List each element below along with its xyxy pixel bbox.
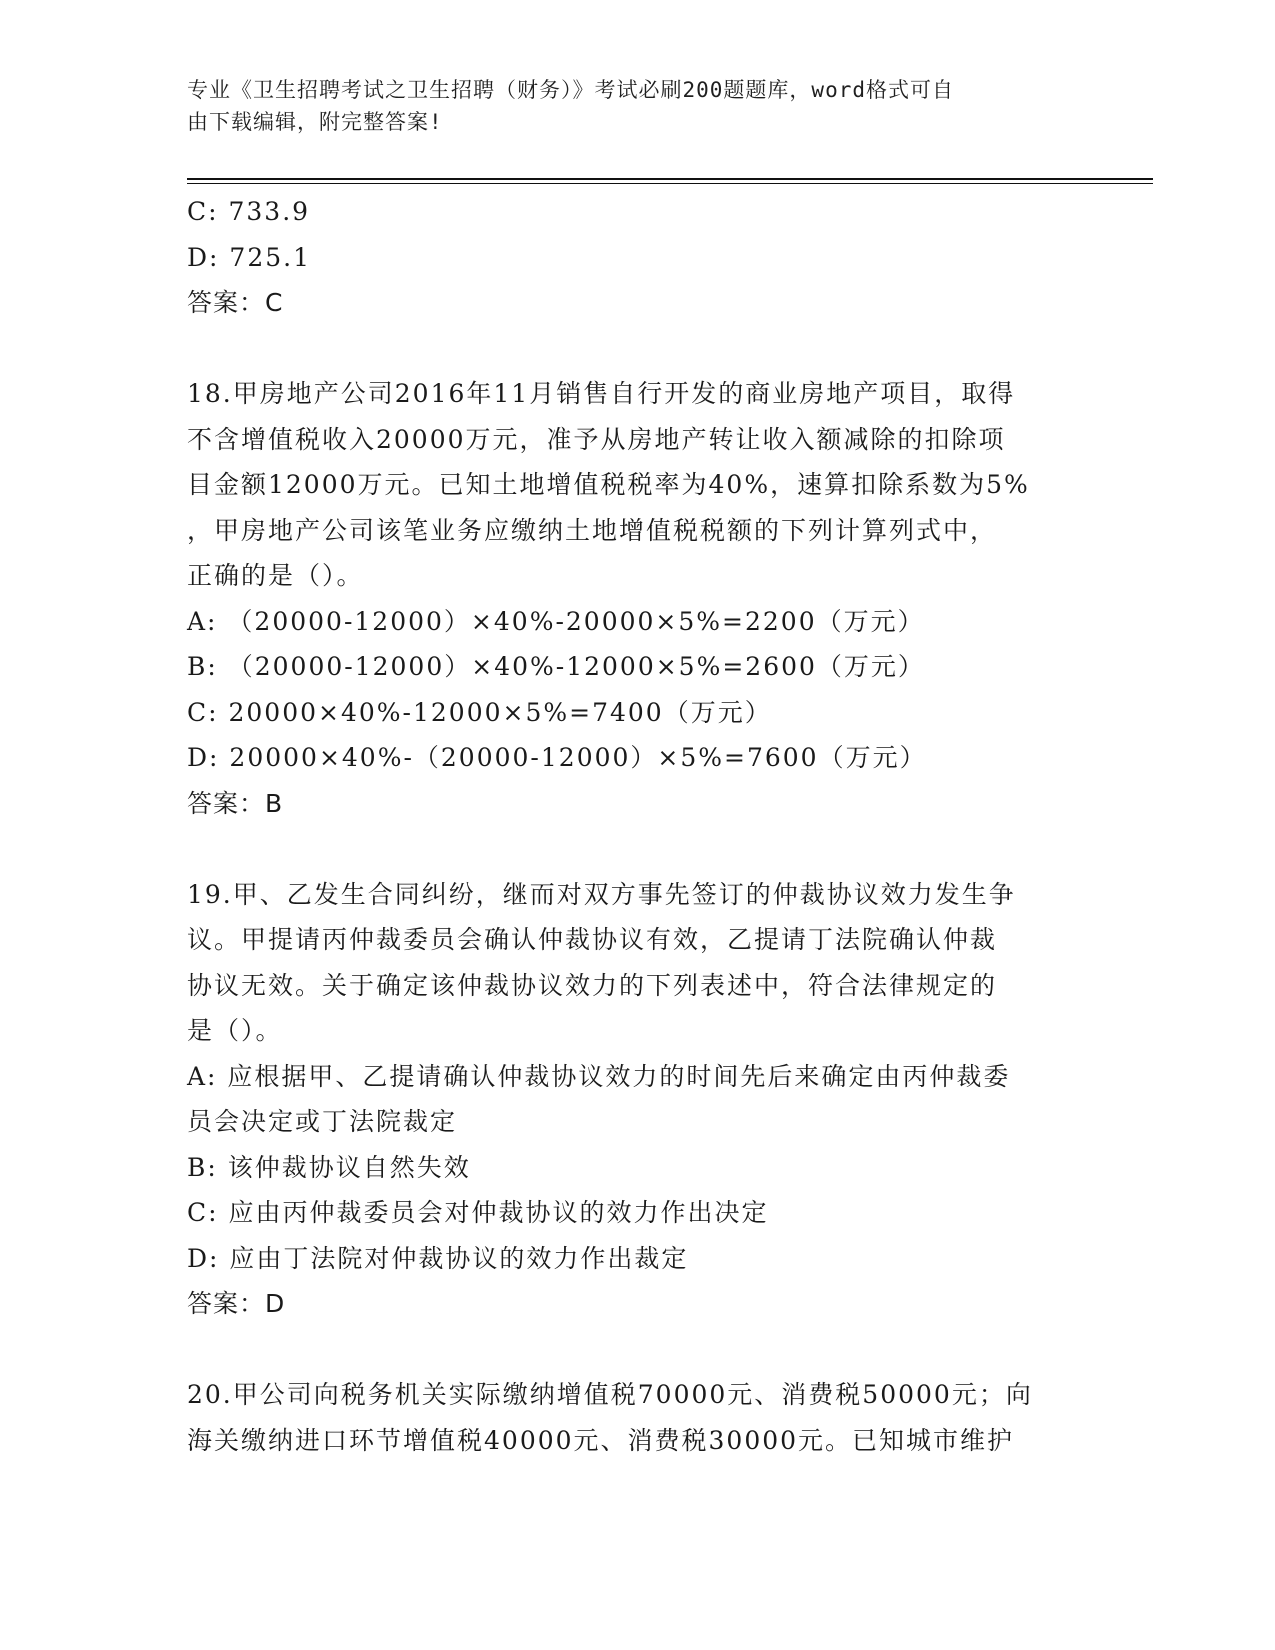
- question-19: [187, 872, 1067, 1327]
- option-c: C: 733.9: [187, 197, 311, 226]
- question-stem-line: 18.甲房地产公司2016年11月销售自行开发的商业房地产项目，取得: [187, 379, 1016, 408]
- question-stem-line: 是（）。: [187, 1016, 283, 1045]
- option-d: D: 20000×40%-（20000-12000）×5%=7600（万元）: [187, 743, 927, 772]
- option-c: C: 应由丙仲裁委员会对仲裁协议的效力作出决定: [187, 1198, 769, 1227]
- header-divider-thick: [187, 178, 1153, 180]
- question-stem-line: 目金额12000万元。已知土地增值税税率为40%，速算扣除系数为5%: [187, 470, 1030, 499]
- option-d: D: 725.1: [187, 242, 311, 272]
- option-b: B: （20000-12000）×40%-12000×5%=2600（万元）: [187, 652, 925, 681]
- answer-line: 答案：B: [187, 788, 284, 818]
- document-body: [187, 189, 1067, 1463]
- question-20: [187, 1372, 1067, 1463]
- option-a-continued: 员会决定或丁法院裁定: [187, 1107, 458, 1136]
- question-stem-line: 19.甲、乙发生合同纠纷，继而对双方事先签订的仲裁协议效力发生争: [187, 879, 1016, 909]
- answer-line: 答案：C: [187, 288, 284, 317]
- spacer: [187, 1327, 1067, 1373]
- document-header: [187, 74, 1067, 138]
- header-line-2: 由下载编辑，附完整答案!: [187, 110, 443, 134]
- previous-question-tail: [187, 189, 1067, 326]
- question-stem-line: 正确的是（）。: [187, 561, 364, 590]
- question-stem-line: 不含增值税收入20000万元，准予从房地产转让收入额减除的扣除项: [187, 424, 1006, 454]
- option-d: D: 应由丁法院对仲裁协议的效力作出裁定: [187, 1243, 689, 1273]
- option-a: A: 应根据甲、乙提请确认仲裁协议效力的时间先后来确定由丙仲裁委: [187, 1061, 1011, 1091]
- question-18: [187, 371, 1067, 826]
- question-stem-line: 20.甲公司向税务机关实际缴纳增值税70000元、消费税50000元；向: [187, 1380, 1033, 1409]
- spacer: [187, 326, 1067, 372]
- question-stem-line: 协议无效。关于确定该仲裁协议效力的下列表述中，符合法律规定的: [187, 970, 998, 1000]
- header-divider-thin: [187, 183, 1153, 184]
- question-stem-line: ，甲房地产公司该笔业务应缴纳土地增值税税额的下列计算列式中，: [187, 515, 998, 545]
- option-a: A: （20000-12000）×40%-20000×5%=2200（万元）: [187, 606, 925, 636]
- answer-line: 答案：D: [187, 1289, 286, 1318]
- option-b: B: 该仲裁协议自然失效: [187, 1152, 471, 1182]
- question-stem-line: 议。甲提请丙仲裁委员会确认仲裁协议有效，乙提请丁法院确认仲裁: [187, 925, 998, 954]
- spacer: [187, 826, 1067, 872]
- option-c: C: 20000×40%-12000×5%=7400（万元）: [187, 697, 772, 727]
- header-line-1: 专业《卫生招聘考试之卫生招聘（财务）》考试必刷200题题库，word格式可自: [187, 78, 954, 102]
- question-stem-line: 海关缴纳进口环节增值税40000元、消费税30000元。已知城市维护: [187, 1425, 1015, 1455]
